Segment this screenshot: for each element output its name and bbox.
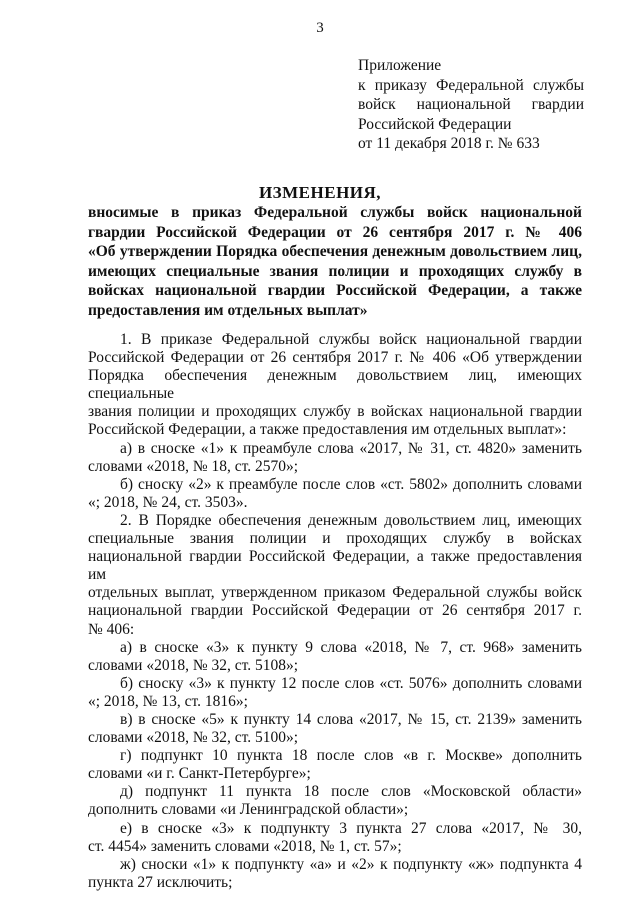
text-line: б) сноску «3» к пункту 12 после слов «ст. 5076» дополнить словами — [120, 674, 582, 692]
paragraph-2d — [88, 783, 582, 819]
text-line: ж) сноски «1» к подпункту «а» и «2» к подпункту «ж» подпункта 4 — [120, 855, 582, 873]
text-line: б) сноску «2» к преамбуле после слов «ст. 5802» дополнить словами — [120, 475, 582, 493]
text-line: Российской Федерации, а также предоставления им отдельных выплат»: — [88, 421, 567, 439]
text-line: национальной гвардии Российской Федерации от 26 сентября 2017 г. — [88, 602, 582, 620]
text-line: а) в сноске «3» к пункту 9 слова «2018, № 7, ст. 968» заменить — [120, 638, 582, 656]
paragraph-2 — [88, 512, 582, 639]
text-line: пункта 27 исключить; — [88, 873, 233, 891]
text-line: словами «2018, № 32, ст. 5100»; — [88, 729, 299, 747]
subtitle-line: имеющих специальные звания полиции и проходящих службу в — [88, 262, 582, 280]
text-line: 1. В приказе Федеральной службы войск национальной гвардии — [120, 331, 582, 348]
paragraph-2a — [88, 639, 582, 675]
subtitle-line: вносимые в приказ Федеральной службы войск национальной — [88, 204, 582, 221]
page-number: 3 — [316, 20, 324, 36]
text-line: дополнить словами «и Ленинградской области»; — [88, 801, 409, 819]
paragraph-1a — [88, 440, 582, 476]
text-line: в) в сноске «5» к пункту 14 слова «2017, № 15, ст. 2139» заменить — [120, 710, 582, 728]
paragraph-2v — [88, 711, 582, 747]
text-line: словами «2018, № 32, ст. 5108»; — [88, 656, 299, 674]
subtitle-line: предоставления им отдельных выплат» — [88, 301, 368, 319]
text-line: отдельных выплат, утвержденном приказом Федеральной службы войск — [88, 584, 582, 602]
paragraph-2g — [88, 747, 582, 783]
paragraph-2zh — [88, 856, 582, 892]
paragraph-2e — [88, 820, 582, 856]
text-line: Российской Федерации от 26 сентября 2017 г. № 406 «Об утверждении — [88, 349, 582, 367]
appendix-block — [358, 56, 584, 154]
text-line: ст. 4454» заменить словами «2018, № 1, ст. 57»; — [88, 837, 402, 855]
text-line: словами «2018, № 18, ст. 2570»; — [88, 457, 299, 475]
text-line: «; 2018, № 13, ст. 1816»; — [88, 692, 248, 710]
subtitle-line: гвардии Российской Федерации от 26 сентября 2017 г. № 406 — [88, 223, 582, 241]
text-line: № 406: — [88, 620, 135, 638]
text-line: звания полиции и проходящих службу в войсках национальной гвардии — [88, 403, 582, 421]
paragraph-2b — [88, 675, 582, 711]
text-line: 2. В Порядке обеспечения денежным довольствием лиц, имеющих — [120, 511, 582, 529]
appendix-line: Российской Федерации — [358, 115, 512, 133]
text-line: специальные звания полиции и проходящих службу в войсках — [88, 530, 582, 548]
document-subtitle — [88, 203, 582, 321]
paragraph-1b — [88, 476, 582, 512]
appendix-line: от 11 декабря 2018 г. № 633 — [358, 135, 540, 152]
text-line: национальной гвардии Российской Федерации, а также предоставления им — [88, 548, 582, 584]
appendix-line: Приложение — [358, 57, 442, 74]
subtitle-line: войсках национальной гвардии Российской Федерации, а также — [88, 282, 582, 300]
document-body — [88, 331, 582, 892]
appendix-line: к приказу Федеральной службы — [358, 76, 584, 94]
appendix-line: войск национальной гвардии — [358, 96, 584, 113]
text-line: д) подпункт 11 пункта 18 после слов «Московской области» — [120, 783, 582, 801]
text-line: е) в сноске «3» к подпункту 3 пункта 27 слова «2017, № 30, — [120, 819, 582, 837]
text-line: словами «и г. Санкт-Петербурге»; — [88, 765, 311, 783]
paragraph-1 — [88, 331, 582, 440]
text-line: Порядка обеспечения денежным довольствием лиц, имеющих специальные — [88, 367, 582, 403]
subtitle-line: «Об утверждении Порядка обеспечения денежным довольствием лиц, — [88, 243, 582, 261]
document-title: ИЗМЕНЕНИЯ, — [258, 183, 382, 202]
text-line: г) подпункт 10 пункта 18 после слов «в г. Москве» дополнить — [120, 747, 582, 765]
text-line: «; 2018, № 24, ст. 3503». — [88, 493, 248, 511]
text-line: а) в сноске «1» к преамбуле слова «2017, № 31, ст. 4820» заменить — [120, 439, 582, 457]
